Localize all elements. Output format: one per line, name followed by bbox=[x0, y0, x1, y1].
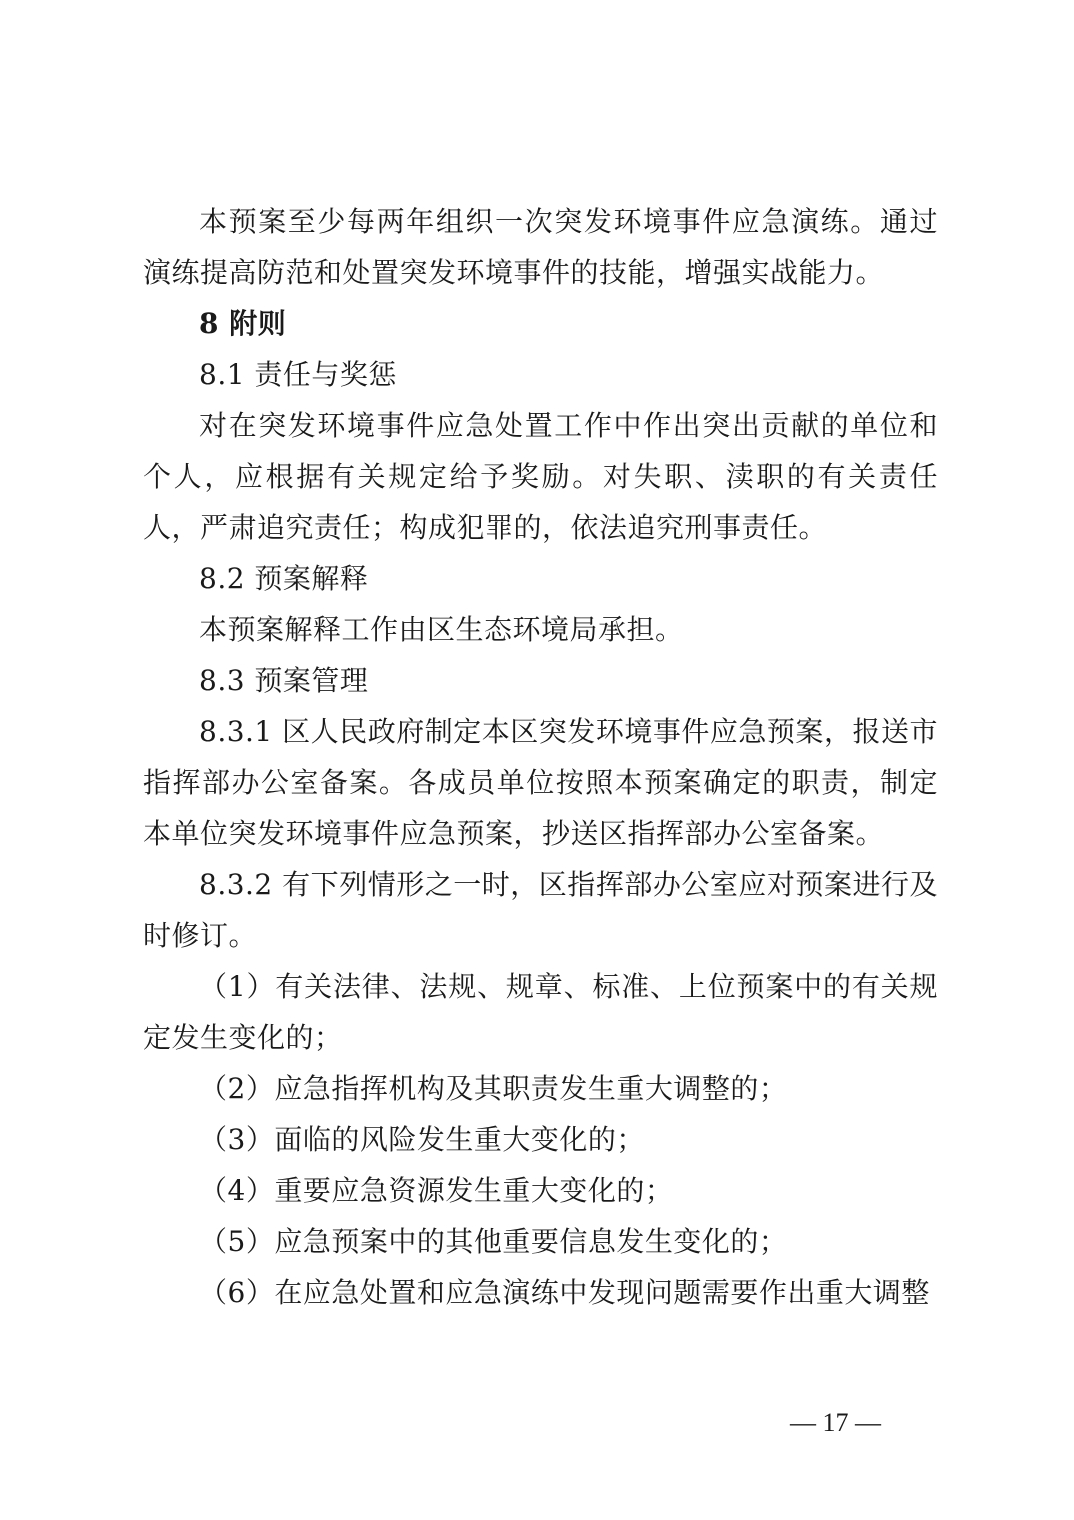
page-number: — 17 — bbox=[790, 1408, 881, 1437]
list-item-4: （4）重要应急资源发生重大变化的； bbox=[199, 1174, 674, 1207]
paragraph-interpretation: 本预案解释工作由区生态环境局承担。 bbox=[199, 613, 684, 646]
list-item-5: （5）应急预案中的其他重要信息发生变化的； bbox=[199, 1225, 788, 1258]
list-item-2: （2）应急指挥机构及其职责发生重大调整的； bbox=[199, 1072, 788, 1105]
section-heading-8-2: 8.2 预案解释 bbox=[199, 562, 369, 595]
list-item-1: （1）有关法律、法规、规章、标准、上位预案中的有关规定发生变化的； bbox=[143, 970, 938, 1054]
paragraph-8-3-2: 8.3.2 有下列情形之一时，区指挥部办公室应对预案进行及时修订。 bbox=[143, 868, 938, 952]
list-item-3: （3）面临的风险发生重大变化的； bbox=[199, 1123, 645, 1156]
paragraph-drill: 本预案至少每两年组织一次突发环境事件应急演练。通过演练提高防范和处置突发环境事件的技能，增强实战能力。 bbox=[143, 205, 938, 289]
paragraph-8-3-1: 8.3.1 区人民政府制定本区突发环境事件应急预案，报送市指挥部办公室备案。各成员单位按照本预案确定的职责，制定本单位突发环境事件应急预案，抄送区指挥部办公室备案。 bbox=[143, 715, 938, 850]
paragraph-rewards: 对在突发环境事件应急处置工作中作出突出贡献的单位和个人，应根据有关规定给予奖励。对失职、渎职的有关责任人，严肃追究责任；构成犯罪的，依法追究刑事责任。 bbox=[143, 409, 938, 544]
list-item-6: （6）在应急处置和应急演练中发现问题需要作出重大调整 bbox=[199, 1276, 930, 1309]
section-heading-8-1: 8.1 责任与奖惩 bbox=[199, 358, 397, 391]
section-heading-8: 8 附则 bbox=[199, 307, 287, 340]
section-heading-8-3: 8.3 预案管理 bbox=[199, 664, 369, 697]
document-body bbox=[143, 196, 938, 1318]
